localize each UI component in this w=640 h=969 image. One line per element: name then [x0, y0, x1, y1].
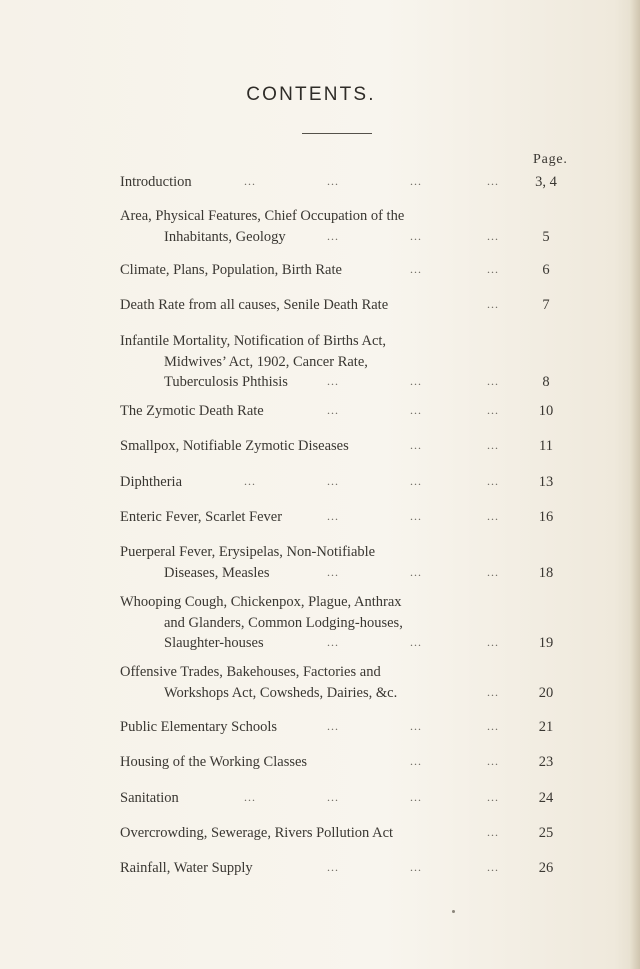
leader-dots: ...: [410, 564, 422, 579]
toc-entry-text: Whooping Cough, Chickenpox, Plague, Anthrax: [120, 594, 402, 610]
toc-entry: [120, 788, 570, 809]
leader-dots: ...: [410, 719, 422, 733]
leader-dots: ...: [327, 509, 339, 523]
toc-entry-text: and Glanders, Common Lodging-houses,: [164, 614, 403, 631]
leader-dots: ...: [410, 509, 422, 523]
leader-dots: ...: [487, 754, 499, 768]
toc-entry-text: Enteric Fever, Scarlet Fever: [120, 509, 283, 525]
leader-dots: ...: [244, 474, 256, 488]
toc-page-number: 3, 4: [535, 174, 557, 190]
leader-dots: ...: [487, 719, 499, 733]
toc-entry-text: Workshops Act, Cowsheds, Dairies, &c.: [164, 684, 398, 701]
toc-entry: [120, 752, 570, 773]
toc-page-number: 18: [538, 564, 554, 581]
toc-page-number: 25: [538, 825, 554, 841]
leader-dots: ...: [487, 684, 499, 699]
leader-dots: ...: [487, 790, 499, 804]
toc-entry-text: Climate, Plans, Population, Birth Rate: [120, 262, 342, 278]
toc-entry-text: Offensive Trades, Bakehouses, Factories and: [120, 664, 381, 680]
leader-dots: ...: [327, 403, 339, 417]
toc-entry-text: Infantile Mortality, Notification of Births Act,: [120, 333, 387, 349]
toc-entry-text: Rainfall, Water Supply: [120, 860, 253, 876]
toc-entry-text: Tuberculosis Phthisis: [164, 374, 288, 390]
leader-dots: ...: [327, 719, 339, 733]
toc-entry-text: Death Rate from all causes, Senile Death Rate: [120, 297, 389, 313]
leader-dots: ...: [410, 374, 422, 388]
toc-entry: [120, 436, 570, 457]
leader-dots: ...: [410, 754, 422, 768]
leader-dots: ...: [244, 174, 256, 188]
toc-entry: [120, 472, 570, 493]
toc-entry: [120, 295, 570, 316]
leader-dots: ...: [487, 228, 499, 243]
leader-dots: ...: [410, 174, 422, 188]
leader-dots: ...: [410, 438, 422, 452]
toc-entry-text: The Zymotic Death Rate: [120, 403, 264, 419]
leader-dots: ...: [327, 228, 339, 243]
toc-entry: [120, 206, 570, 247]
toc-page-number: 6: [542, 262, 550, 278]
toc-page-number: 13: [538, 474, 554, 490]
leader-dots: ...: [327, 374, 339, 388]
toc-page-number: 26: [538, 860, 554, 876]
leader-dots: ...: [487, 174, 499, 188]
toc-page-number: 5: [542, 228, 550, 245]
leader-dots: ...: [410, 262, 422, 276]
toc-entry-text: Sanitation: [120, 790, 179, 806]
toc-entry-text: Introduction: [120, 174, 192, 190]
page-binding-edge: [630, 0, 640, 969]
toc-entry: [120, 858, 570, 879]
toc-entry-text: Housing of the Working Classes: [120, 754, 308, 770]
page-column-heading: Page.: [533, 152, 568, 167]
leader-dots: ...: [487, 297, 499, 311]
leader-dots: ...: [410, 635, 422, 649]
toc-entry-text: Puerperal Fever, Erysipelas, Non-Notifiable: [120, 544, 376, 560]
toc-entry-text: Overcrowding, Sewerage, Rivers Pollution Act: [120, 825, 394, 841]
toc-page-number: 19: [538, 635, 554, 651]
leader-dots: ...: [327, 790, 339, 804]
contents-title: CONTENTS.: [246, 84, 376, 105]
toc-page-number: 24: [538, 790, 554, 806]
toc-page-number: 21: [538, 719, 554, 735]
toc-entry: [120, 823, 570, 844]
toc-page-number: 20: [538, 684, 554, 701]
leader-dots: ...: [244, 790, 256, 804]
toc-entry: [120, 592, 570, 654]
leader-dots: ...: [410, 474, 422, 488]
toc-entry-text: Public Elementary Schools: [120, 719, 278, 735]
toc-entry: [120, 172, 570, 193]
toc-entry-text: Area, Physical Features, Chief Occupation of the: [120, 208, 405, 224]
leader-dots: ...: [487, 438, 499, 452]
toc-page-number: 16: [538, 509, 554, 525]
toc-entry-text: Diseases, Measles: [164, 564, 270, 581]
toc-entry: [120, 401, 570, 422]
leader-dots: ...: [487, 564, 499, 579]
toc-entry: [120, 507, 570, 528]
toc-entry: [120, 717, 570, 738]
leader-dots: ...: [487, 374, 499, 388]
leader-dots: ...: [327, 860, 339, 874]
leader-dots: ...: [487, 860, 499, 874]
toc-page-number: 7: [542, 297, 550, 313]
toc-entry: [120, 260, 570, 281]
leader-dots: ...: [410, 790, 422, 804]
toc-entry-text: Smallpox, Notifiable Zymotic Diseases: [120, 438, 349, 454]
leader-dots: ...: [410, 860, 422, 874]
leader-dots: ...: [410, 403, 422, 417]
toc-entry-text: Diphtheria: [120, 474, 183, 490]
toc-entry: [120, 542, 570, 583]
leader-dots: ...: [487, 509, 499, 523]
toc-entry-text: Slaughter-houses: [164, 635, 264, 651]
toc-page-number: 11: [539, 438, 553, 454]
leader-dots: ...: [487, 635, 499, 649]
leader-dots: ...: [487, 262, 499, 276]
toc-page-number: 8: [542, 374, 550, 390]
leader-dots: ...: [487, 403, 499, 417]
toc-page-number: 10: [538, 403, 554, 419]
page-speck: [452, 910, 455, 913]
leader-dots: ...: [327, 174, 339, 188]
toc-entry-text: Midwives’ Act, 1902, Cancer Rate,: [164, 353, 368, 370]
leader-dots: ...: [487, 825, 499, 839]
leader-dots: ...: [327, 474, 339, 488]
leader-dots: ...: [410, 228, 422, 243]
leader-dots: ...: [487, 474, 499, 488]
toc-page-number: 23: [538, 754, 554, 770]
toc-entry: [120, 662, 570, 703]
title-rule: [302, 133, 372, 134]
toc-entry: [120, 331, 570, 393]
leader-dots: ...: [327, 635, 339, 649]
leader-dots: ...: [327, 564, 339, 579]
toc-entry-text: Inhabitants, Geology: [164, 228, 286, 245]
